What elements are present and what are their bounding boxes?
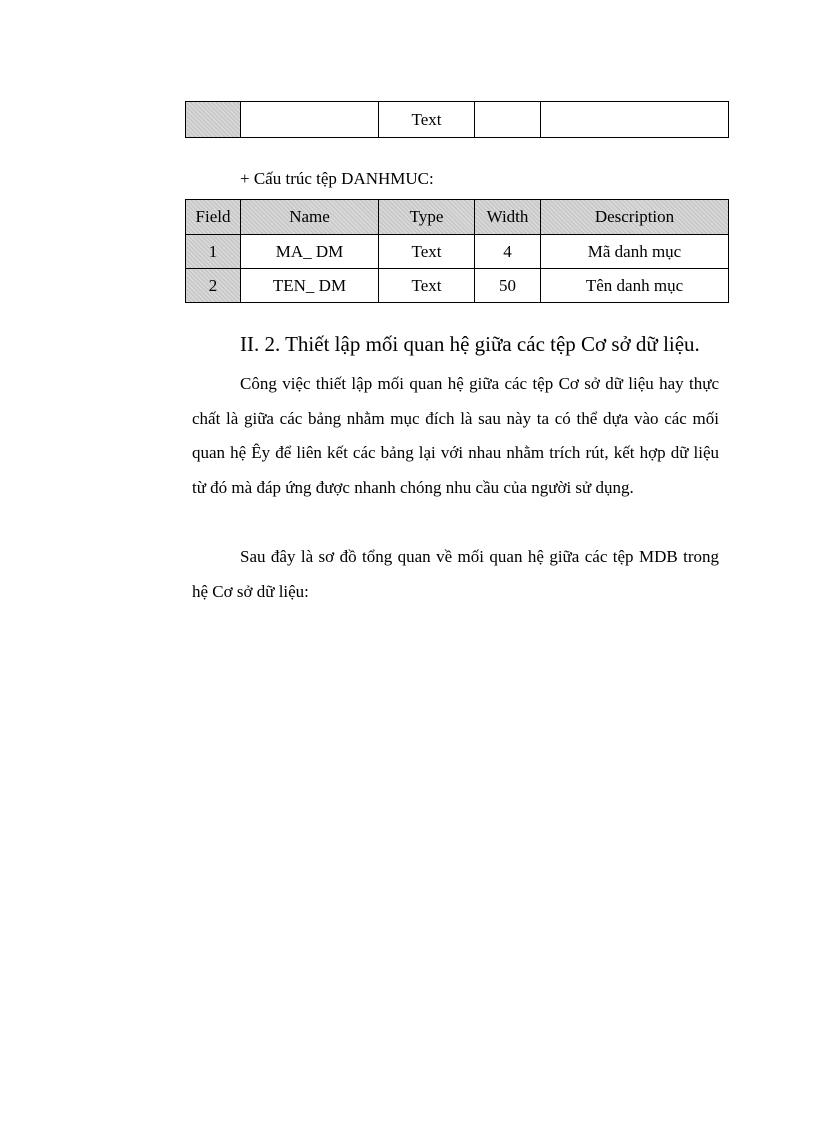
width-cell: 4 [475,235,541,269]
description-cell: Mã danh mục [541,235,729,269]
header-name: Name [241,200,379,235]
danhmuc-structure-table [185,199,729,303]
header-field: Field [186,200,241,235]
header-width: Width [475,200,541,235]
table-caption: + Cấu trúc tệp DANHMUC: [240,169,434,188]
width-cell: 50 [475,269,541,303]
header-description: Description [541,200,729,235]
description-cell [541,102,729,138]
description-cell: Tên danh mục [541,269,729,303]
body-paragraph: Công việc thiết lập mối quan hệ giữa các tệp Cơ sở dữ liệu hay thực chất là giữa các bảng nhằm mục đích là sau này ta có thể dựa vào các mối quan hệ Êy để liên kết các bảng lại với nhau nhằm trích rút, kết hợp dữ liệu từ đó mà đáp ứng được nhanh chóng nhu cầu của người sử dụng. [192,374,719,497]
name-cell [241,102,379,138]
body-paragraph: Sau đây là sơ đồ tổng quan về mối quan hệ giữa các tệp MDB trong hệ Cơ sở dữ liệu: [192,547,719,601]
table-continuation [185,101,729,138]
table-row [186,269,729,303]
name-cell: MA_ DM [241,235,379,269]
width-cell [475,102,541,138]
type-cell: Text [379,269,475,303]
field-cell: 2 [186,269,241,303]
name-cell: TEN_ DM [241,269,379,303]
header-type: Type [379,200,475,235]
section-heading: II. 2. Thiết lập mối quan hệ giữa các tệp Cơ sở dữ liệu. [240,332,700,356]
table-header-row [186,200,729,235]
table-row [186,102,729,138]
field-cell [186,102,241,138]
field-cell: 1 [186,235,241,269]
table-row [186,235,729,269]
type-cell: Text [379,235,475,269]
type-cell: Text [379,102,475,138]
